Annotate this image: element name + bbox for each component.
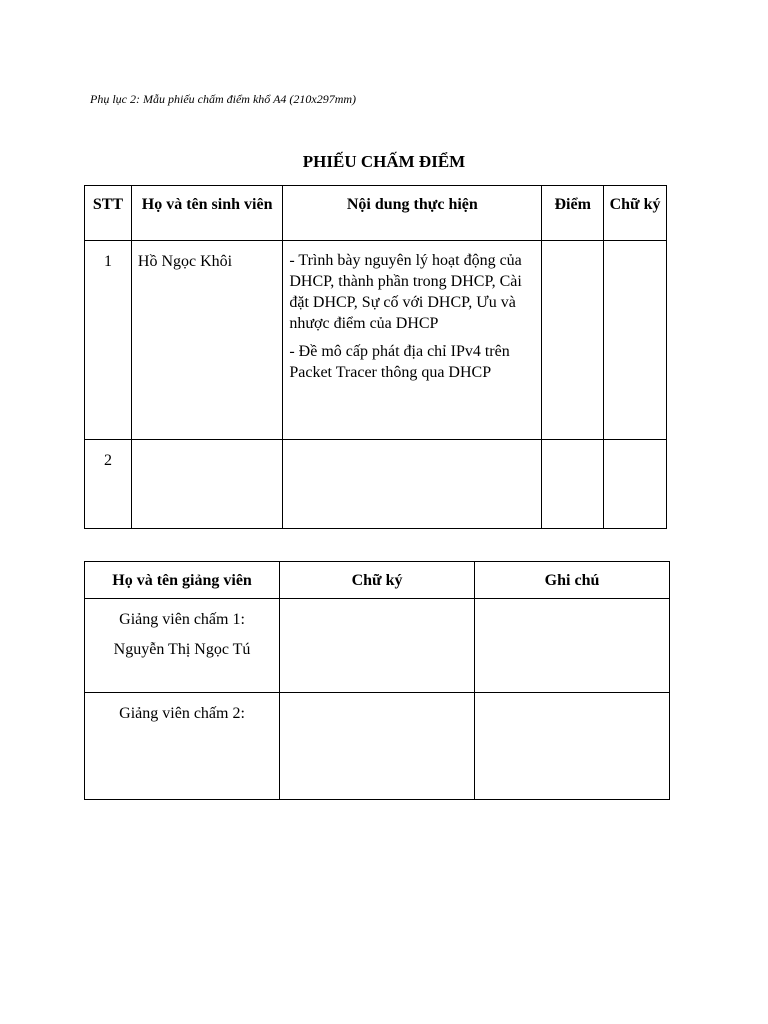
cell-stt: 2 (85, 440, 132, 529)
header-student-name: Họ và tên sinh viên (131, 186, 282, 241)
cell-stt: 1 (85, 241, 132, 440)
cell-score (542, 241, 604, 440)
table-row (85, 599, 670, 693)
table-row (85, 440, 667, 529)
header-score: Điểm (542, 186, 604, 241)
cell-lecturer-signature (280, 693, 475, 800)
table-row (85, 693, 670, 800)
header-lecturer-signature: Chữ ký (280, 562, 475, 599)
cell-student-name: Hồ Ngọc Khôi (131, 241, 282, 440)
lecturer-label: Giảng viên chấm 2: (119, 705, 245, 722)
page-title: PHIẾU CHẤM ĐIỂM (302, 152, 466, 171)
lecturer-label: Giảng viên chấm 1: (119, 611, 245, 628)
header-signature: Chữ ký (604, 186, 667, 241)
cell-note (475, 599, 670, 693)
cell-lecturer (85, 693, 280, 800)
header-stt: STT (85, 186, 132, 241)
header-content: Nội dung thực hiện (283, 186, 542, 241)
cell-lecturer-signature (280, 599, 475, 693)
table-row (85, 241, 667, 440)
lecturer-name: Nguyễn Thị Ngọc Tú (113, 641, 251, 658)
cell-signature (604, 440, 667, 529)
cell-student-name (131, 440, 282, 529)
cell-content (283, 440, 542, 529)
table-header-row (85, 186, 667, 241)
table-header-row (85, 562, 670, 599)
cell-signature (604, 241, 667, 440)
header-lecturer-name: Họ và tên giảng viên (85, 562, 280, 599)
cell-note (475, 693, 670, 800)
cell-content (283, 241, 542, 440)
lecturer-table (84, 561, 670, 800)
student-score-table (84, 185, 667, 529)
cell-score (542, 440, 604, 529)
content-item: - Trình bày nguyên lý hoạt động của DHCP, thành phần trong DHCP, Cài đặt DHCP, Sự cố với DHCP, Ưu và nhược điểm của DHCP (289, 252, 522, 332)
appendix-caption: Phụ lục 2: Mẫu phiếu chấm điểm khổ A4 (210x297mm) (90, 92, 357, 106)
content-item: - Đề mô cấp phát địa chỉ IPv4 trên Packet Tracer thông qua DHCP (289, 343, 510, 381)
header-note: Ghi chú (475, 562, 670, 599)
cell-lecturer (85, 599, 280, 693)
